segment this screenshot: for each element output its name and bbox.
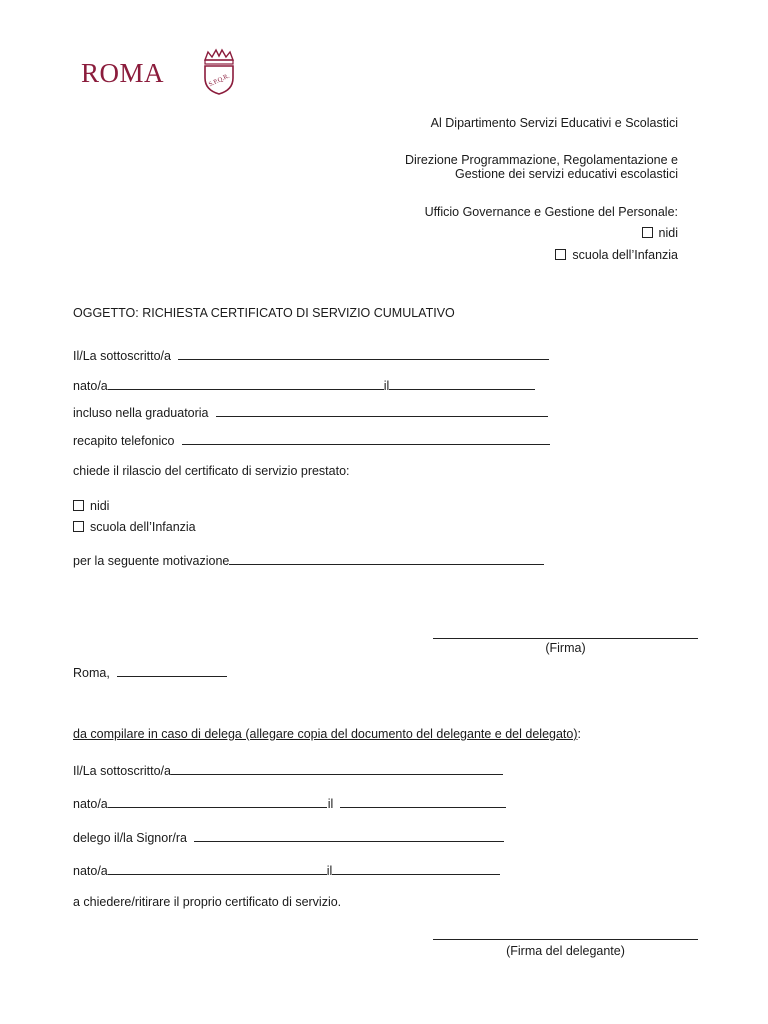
delegate-birthdate-input[interactable] (332, 861, 500, 875)
delegation-row-nato: nato/a il (73, 794, 506, 811)
delegation-row-sottoscritto: Il/La sottoscritto/a (73, 761, 503, 778)
field-row-sottoscritto: Il/La sottoscritto/a (73, 346, 549, 363)
delegate-signature-label: (Firma del delegante) (506, 944, 625, 958)
signature-line[interactable] (433, 638, 698, 639)
checkbox-icon[interactable] (73, 521, 84, 532)
birthdate-input[interactable] (389, 376, 535, 390)
birthplace-input[interactable] (108, 376, 384, 390)
delegate-birthplace-input[interactable] (108, 861, 327, 875)
checkbox-icon[interactable] (555, 249, 566, 260)
option-nidi[interactable]: nidi (73, 499, 109, 513)
delegation-row-delegato: delego il/la Signor/ra (73, 828, 504, 845)
delegation-heading: da compilare in caso di delega (allegare copia del documento del delegante e del delegato): (73, 727, 581, 741)
request-text: chiede il rilascio del certificato di servizio prestato: (73, 464, 350, 478)
roma-wordmark: ROMA (81, 58, 165, 88)
reason-input[interactable] (229, 551, 544, 565)
name-input[interactable] (178, 346, 549, 360)
recipient-line-2: Direzione Programmazione, Regolamentazione e (404, 153, 678, 167)
delegator-name-input[interactable] (171, 761, 503, 775)
recipient-line-1: Al Dipartimento Servizi Educativi e Scolastici (430, 116, 678, 130)
graduatoria-input[interactable] (216, 403, 548, 417)
delegate-name-input[interactable] (194, 828, 504, 842)
field-row-graduatoria: incluso nella graduatoria (73, 403, 548, 420)
date-input[interactable] (117, 663, 227, 677)
checkbox-icon[interactable] (73, 500, 84, 511)
subject-line: OGGETTO: RICHIESTA CERTIFICATO DI SERVIZIO CUMULATIVO (73, 306, 455, 320)
spqr-crest-icon (199, 48, 239, 96)
signature-label: (Firma) (545, 641, 586, 655)
phone-input[interactable] (182, 431, 550, 445)
header-option-nidi[interactable]: nidi (642, 226, 678, 240)
recipient-line-4: Ufficio Governance e Gestione del Personale: (424, 205, 678, 219)
option-infanzia[interactable]: scuola dell’Infanzia (73, 520, 196, 534)
field-row-place-date: Roma, (73, 663, 227, 680)
field-row-motivazione: per la seguente motivazione (73, 551, 544, 568)
delegator-birthplace-input[interactable] (108, 794, 327, 808)
delegation-row-delegato-nato: nato/a il (73, 861, 500, 878)
delegator-birthdate-input[interactable] (340, 794, 506, 808)
field-row-telefono: recapito telefonico (73, 431, 550, 448)
header-option-infanzia[interactable]: scuola dell’Infanzia (555, 248, 678, 262)
recipient-line-3: Gestione dei servizi educativi escolastici (454, 167, 678, 181)
checkbox-icon[interactable] (642, 227, 653, 238)
crest-text: S.P.Q.R. (207, 72, 231, 89)
field-row-nato: nato/a il (73, 376, 535, 393)
delegation-closing: a chiedere/ritirare il proprio certificato di servizio. (73, 895, 342, 909)
delegate-signature-line[interactable] (433, 939, 698, 940)
